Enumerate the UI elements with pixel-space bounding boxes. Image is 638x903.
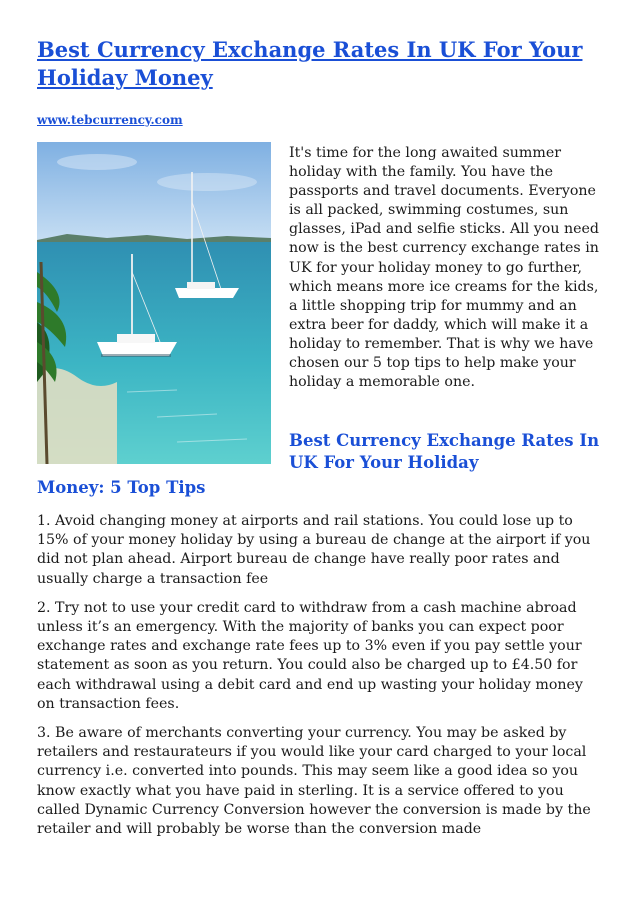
- section-heading-continued: Money: 5 Top Tips: [37, 478, 206, 497]
- tip-item: 3. Be aware of merchants converting your currency. You may be asked by retailers and restaurateurs if you would like your card charged to your local currency i.e. converted into pounds. This may seem like a good idea so you know exactly what you have paid in sterling. It is a service offered to you called Dynamic Currency Conversion however the conversion is made by the retailer and will probably be worse than the conversion made: [37, 725, 591, 838]
- document-title: Best Currency Exchange Rates In UK For Your Holiday Money: [37, 37, 583, 90]
- site-link[interactable]: www.tebcurrency.com: [37, 113, 183, 127]
- tips-list: [37, 512, 603, 849]
- tip-item: 1. Avoid changing money at airports and rail stations. You could lose up to 15% of your money holiday by using a bureau de change at the airport if you did not plan ahead. Airport bureau de change have really poor rates and usually charge a transaction fee: [37, 513, 591, 587]
- section-heading: Best Currency Exchange Rates In UK For Your Holiday: [289, 431, 600, 472]
- catamaran-photo: [37, 142, 271, 464]
- intro-paragraph: It's time for the long awaited summer holiday with the family. You have the passports and travel documents. Everyone is all packed, swimming costumes, sun glasses, iPad and selfie sticks. All you need now is the best currency exchange rates in UK for your holiday money to go further, which means more ice creams for the kids, a little shopping trip for mummy and an extra beer for daddy, which will make it a holiday to remember. That is why we have chosen our 5 top tips to help make your holiday a memorable one.: [289, 145, 600, 391]
- tip-item: 2. Try not to use your credit card to withdraw from a cash machine abroad unless it’s an emergency. With the majority of banks you can expect poor exchange rates and exchange rate fees up to 3% even if you pay settle your statement as soon as you return. You could also be charged up to £4.50 for each withdrawal using a debit card and end up wasting your holiday money on transaction fees.: [37, 599, 583, 712]
